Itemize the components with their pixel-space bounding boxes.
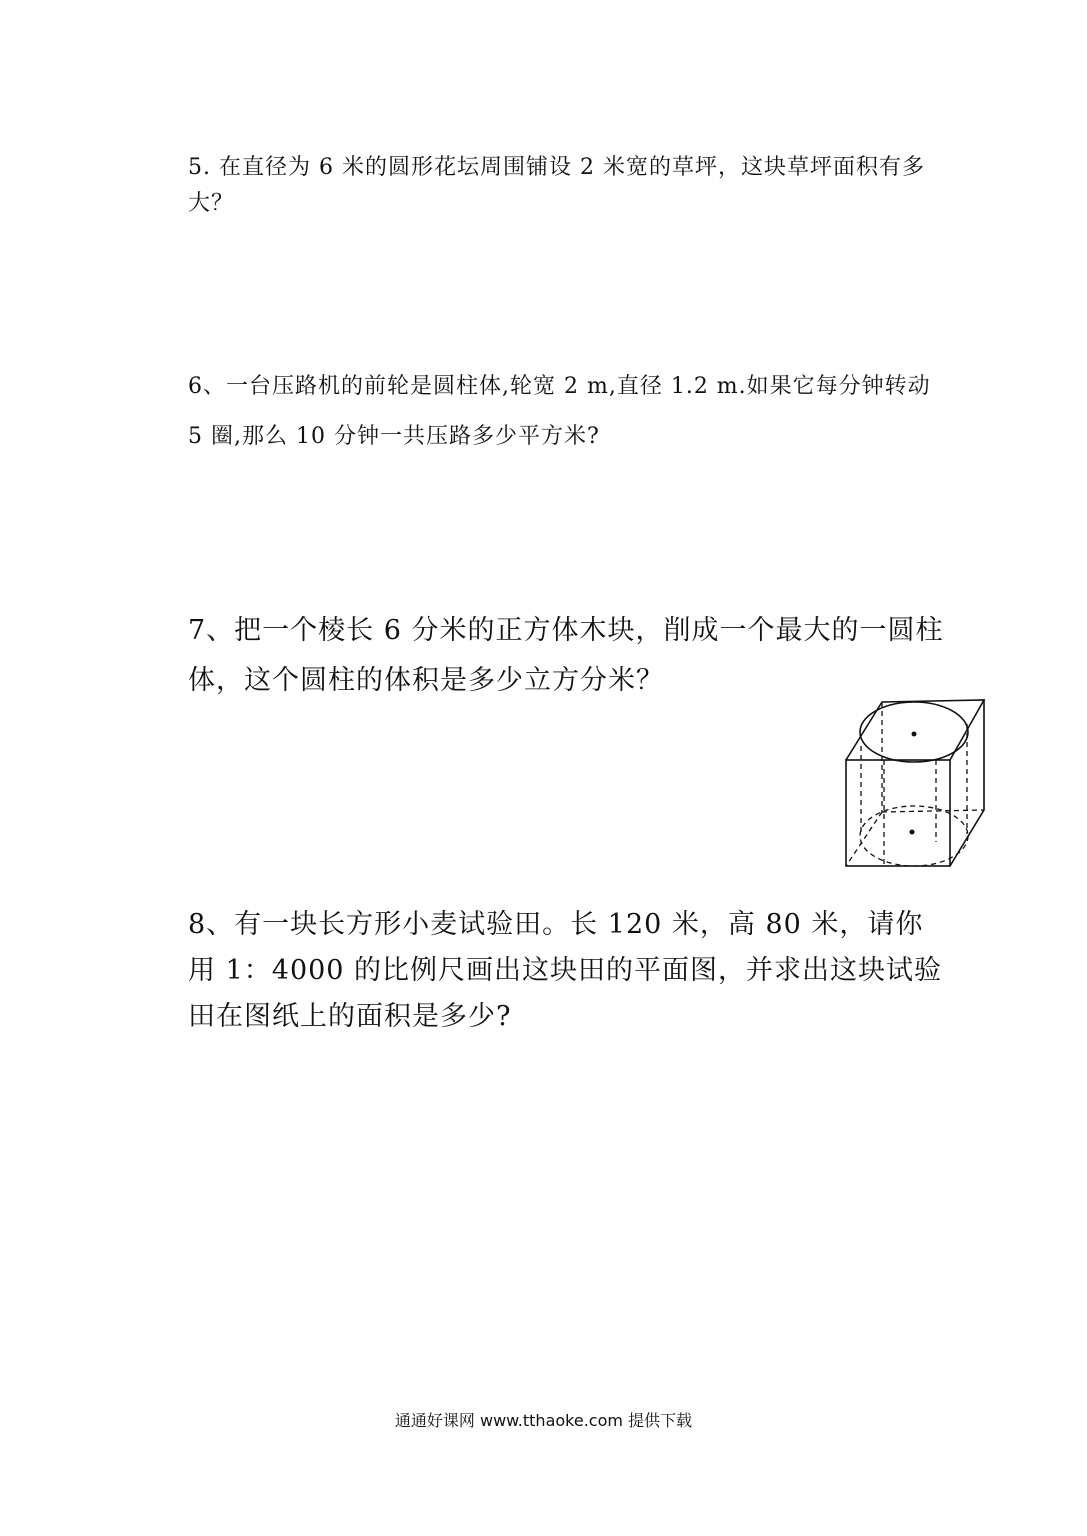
top-center-dot — [912, 732, 917, 737]
question-6: 6、一台压路机的前轮是圆柱体,轮宽 2 m,直径 1.2 m.如果它每分钟转动 5 圈,那么 10 分钟一共压路多少平方米? — [188, 374, 931, 449]
bottom-center-dot — [910, 830, 915, 835]
cylinder-bottom-ellipse — [860, 806, 968, 866]
cube-top-face — [846, 700, 984, 760]
question-5: 5. 在直径为 6 米的圆形花坛周围铺设 2 米宽的草坪，这块草坪面积有多大？ — [188, 155, 925, 216]
question-7: 7、把一个棱长 6 分米的正方体木块，削成一个最大的一圆柱体，这个圆柱的体积是多少立方分米？ — [188, 615, 944, 696]
question-8: 8、有一块长方形小麦试验田。长 120 米，高 80 米，请你用 1：4000 的比例尺画出这块田的平面图，并求出这块试验田在图纸上的面积是多少? — [188, 909, 943, 1032]
footer-source: 通通好课网 www.tthaoke.com 提供下载 — [394, 1411, 693, 1430]
cube-with-inscribed-cylinder-icon — [834, 694, 994, 874]
